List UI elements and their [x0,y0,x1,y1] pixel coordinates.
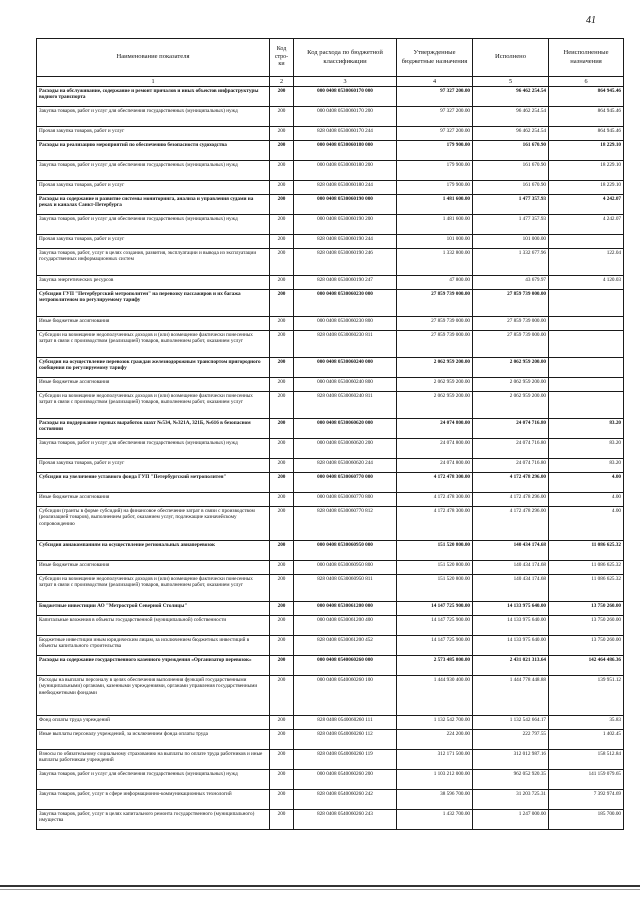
row-unexecuted-amount: 185 700.00 [549,810,624,830]
row-line-code: 200 [270,750,294,770]
row-name: Прочая закупка товаров, работ и услуг [37,181,270,195]
table-row [37,195,624,215]
row-classification-code: 828 0408 0530060190 244 [294,235,397,249]
row-name: Иные бюджетные ассигнования [37,378,270,392]
row-name: Иные бюджетные ассигнования [37,561,270,575]
row-executed-amount: 96 462 254.54 [473,87,549,107]
row-classification-code: 828 0408 0530060620 244 [294,459,397,473]
row-approved-amount: 151 520 800.00 [397,561,473,575]
table-row [37,716,624,730]
row-approved-amount: 151 520 800.00 [397,575,473,602]
row-unexecuted-amount: 4 242.07 [549,195,624,215]
row-executed-amount: 27 859 739 000.00 [473,331,549,358]
row-executed-amount: 2 062 959 200.00 [473,378,549,392]
row-classification-code: 000 0408 0530061200 400 [294,616,397,636]
row-line-code: 200 [270,161,294,181]
row-name: Прочая закупка товаров, работ и услуг [37,235,270,249]
row-name: Иные выплаты персоналу учреждений, за исключением фонда оплаты труда [37,730,270,750]
row-name: Закупка товаров, работ и услуг для обеспечения государственных (муниципальных) нужд [37,161,270,181]
table-row [37,392,624,419]
row-line-code: 200 [270,575,294,602]
table-row [37,561,624,575]
column-number: 3 [294,77,397,87]
row-classification-code: 828 0408 0530060190 246 [294,249,397,276]
table-row [37,507,624,541]
row-line-code: 200 [270,616,294,636]
table-row [37,331,624,358]
row-approved-amount: 14 147 725 900.00 [397,636,473,656]
row-name: Субсидия на увеличение уставного фонда ГУП "Петербургский метрополитен" [37,473,270,493]
row-classification-code: 000 0408 0530060180 200 [294,161,397,181]
table-row [37,459,624,473]
row-classification-code: 000 0408 0530060230 800 [294,317,397,331]
row-name: Иные бюджетные ассигнования [37,493,270,507]
row-classification-code: 000 0408 0530060950 800 [294,561,397,575]
table-row [37,87,624,107]
row-executed-amount: 1 477 357.93 [473,195,549,215]
row-approved-amount: 24 074 800.00 [397,439,473,459]
row-executed-amount: 2 062 959 200.00 [473,392,549,419]
row-name: Расходы на содержание государственного казенного учреждения «Организатор перевозок» [37,656,270,676]
row-line-code: 200 [270,439,294,459]
row-approved-amount: 151 520 800.00 [397,541,473,561]
row-classification-code: 000 0408 0530060240 000 [294,358,397,378]
row-approved-amount: 1 481 600.00 [397,215,473,235]
table-row [37,750,624,770]
row-classification-code: 000 0408 0530060240 800 [294,378,397,392]
row-classification-code: 828 0408 0540060260 242 [294,790,397,810]
table-row [37,790,624,810]
row-classification-code: 000 0408 0530061200 000 [294,602,397,616]
row-line-code: 200 [270,195,294,215]
row-classification-code: 828 0408 0540060260 119 [294,750,397,770]
row-line-code: 200 [270,541,294,561]
row-approved-amount: 312 171 500.00 [397,750,473,770]
row-approved-amount: 24 074 800.00 [397,459,473,473]
row-line-code: 200 [270,810,294,830]
row-classification-code: 000 0408 0530060230 000 [294,290,397,317]
row-line-code: 200 [270,602,294,616]
column-number-row [37,77,624,87]
row-name: Расходы на выплаты персоналу в целях обеспечения выполнения функций государственными (муниципальными) органами, казенными учреждениями, органами управления государственными внебюджетными фондами [37,676,270,716]
row-classification-code: 000 0408 0540060260 000 [294,656,397,676]
row-classification-code: 000 0408 0530060180 000 [294,141,397,161]
row-name: Закупка энергетических ресурсов [37,276,270,290]
table-row [37,235,624,249]
row-classification-code: 828 0408 0530060770 812 [294,507,397,541]
row-name: Субсидии на возмещение недополученных доходов и (или) возмещение фактически понесенных затрат в связи с производством (реализацией) товаров, выполнением работ, оказанием услуг [37,331,270,358]
row-unexecuted-amount [549,317,624,331]
row-unexecuted-amount: 141 159 079.65 [549,770,624,790]
row-line-code: 200 [270,331,294,358]
row-executed-amount: 101 000.00 [473,235,549,249]
row-name: Прочая закупка товаров, работ и услуг [37,127,270,141]
row-classification-code: 000 0408 0530060170 000 [294,87,397,107]
budget-execution-table [36,38,624,830]
row-classification-code: 828 0408 0530060190 247 [294,276,397,290]
row-approved-amount: 2 573 485 800.00 [397,656,473,676]
row-unexecuted-amount: 11 086 625.32 [549,541,624,561]
column-number: 5 [473,77,549,87]
row-executed-amount: 140 434 174.68 [473,561,549,575]
row-name: Прочая закупка товаров, работ и услуг [37,459,270,473]
row-line-code: 200 [270,507,294,541]
row-unexecuted-amount: 4 242.07 [549,215,624,235]
column-number: 6 [549,77,624,87]
table-row [37,541,624,561]
row-name: Закупка товаров, работ, услуг в целях капитального ремонта государственного (муниципального) имущества [37,810,270,830]
row-approved-amount: 1 444 930 400.00 [397,676,473,716]
row-classification-code: 828 0408 0530060180 244 [294,181,397,195]
table-row [37,602,624,616]
scan-edge-line [0,889,640,890]
table-row [37,656,624,676]
row-unexecuted-amount: 1 402.45 [549,730,624,750]
row-classification-code: 828 0408 0530060230 811 [294,331,397,358]
row-unexecuted-amount: 4.00 [549,507,624,541]
row-name: Бюджетные инвестиции иным юридическим лицам, за исключением бюджетных инвестиций в объекты капитального строительства [37,636,270,656]
row-executed-amount: 14 133 975 640.00 [473,602,549,616]
row-executed-amount: 31 203 725.31 [473,790,549,810]
row-name: Фонд оплаты труда учреждений [37,716,270,730]
row-approved-amount: 224 200.00 [397,730,473,750]
row-line-code: 200 [270,215,294,235]
row-unexecuted-amount: 13 750 260.00 [549,602,624,616]
row-name: Субсидия на осуществление перевозок граждан железнодорожным транспортом пригородного сообщения по регулируемому тарифу [37,358,270,378]
row-approved-amount: 2 062 959 200.00 [397,358,473,378]
row-classification-code: 000 0408 0530060620 200 [294,439,397,459]
row-approved-amount: 179 900.00 [397,161,473,181]
table-row [37,770,624,790]
row-name: Закупка товаров, работ и услуг для обеспечения государственных (муниципальных) нужд [37,770,270,790]
header-approved: Утвержденные бюджетные назначения [397,39,473,77]
row-unexecuted-amount [549,392,624,419]
column-number: 2 [270,77,294,87]
header-executed: Исполнено [473,39,549,77]
row-executed-amount: 27 859 739 000.00 [473,290,549,317]
row-line-code: 200 [270,561,294,575]
row-unexecuted-amount: 13 750 260.00 [549,636,624,656]
table-row [37,276,624,290]
table-row [37,473,624,493]
row-executed-amount: 96 462 254.54 [473,107,549,127]
row-approved-amount: 179 900.00 [397,181,473,195]
row-classification-code: 000 0408 0540060260 100 [294,676,397,716]
row-line-code: 200 [270,358,294,378]
row-executed-amount: 27 859 739 000.00 [473,317,549,331]
column-number: 4 [397,77,473,87]
row-unexecuted-amount: 83.20 [549,459,624,473]
row-executed-amount: 43 679.97 [473,276,549,290]
column-number: 1 [37,77,270,87]
row-classification-code: 828 0408 0540060260 112 [294,730,397,750]
row-classification-code: 828 0408 0530060240 811 [294,392,397,419]
row-line-code: 200 [270,181,294,195]
row-name: Иные бюджетные ассигнования [37,317,270,331]
row-unexecuted-amount: 83.20 [549,439,624,459]
row-classification-code: 828 0408 0540060260 243 [294,810,397,830]
row-approved-amount: 14 147 725 900.00 [397,602,473,616]
table-row [37,161,624,181]
row-approved-amount: 47 800.00 [397,276,473,290]
row-approved-amount: 2 062 959 200.00 [397,378,473,392]
row-line-code: 200 [270,127,294,141]
row-unexecuted-amount: 4.00 [549,493,624,507]
table-row [37,215,624,235]
row-unexecuted-amount: 864 945.46 [549,87,624,107]
row-approved-amount: 24 074 800.00 [397,419,473,439]
row-line-code: 200 [270,141,294,161]
table-row [37,676,624,716]
row-approved-amount: 97 327 200.00 [397,107,473,127]
table-row [37,493,624,507]
row-approved-amount: 27 859 739 000.00 [397,331,473,358]
row-unexecuted-amount: 4.00 [549,473,624,493]
row-executed-amount: 24 074 716.80 [473,419,549,439]
row-executed-amount: 1 444 778 448.88 [473,676,549,716]
row-executed-amount: 14 133 975 640.00 [473,636,549,656]
row-executed-amount: 161 670.90 [473,161,549,181]
row-approved-amount: 4 172 478 300.00 [397,507,473,541]
row-name: Закупка товаров, работ и услуг для обеспечения государственных (муниципальных) нужд [37,439,270,459]
row-line-code: 200 [270,235,294,249]
row-unexecuted-amount: 18 229.10 [549,141,624,161]
row-line-code: 200 [270,770,294,790]
row-unexecuted-amount: 158 512.84 [549,750,624,770]
row-line-code: 200 [270,378,294,392]
row-executed-amount: 14 133 975 640.00 [473,616,549,636]
row-executed-amount: 962 052 920.35 [473,770,549,790]
row-name: Взносы по обязательному социальному страхованию на выплаты по оплате труда работников и иные выплаты работникам учреждений [37,750,270,770]
row-classification-code: 000 0408 0530060770 800 [294,493,397,507]
row-name: Расходы на содержание и развитие системы мониторинга, анализа и управления судами на реках и каналах Санкт-Петербурга [37,195,270,215]
row-approved-amount: 101 000.00 [397,235,473,249]
row-name: Расходы на обслуживание, содержание и ремонт причалов и иных объектов инфраструктуры водного транспорта [37,87,270,107]
row-approved-amount: 27 859 739 000.00 [397,317,473,331]
row-line-code: 200 [270,676,294,716]
row-classification-code: 000 0408 0530060190 000 [294,195,397,215]
row-line-code: 200 [270,493,294,507]
row-line-code: 200 [270,459,294,473]
row-unexecuted-amount [549,290,624,317]
row-name: Закупка товаров, работ, услуг в целях создания, развития, эксплуатации и вывода из эксплуатации государственных информационных систем [37,249,270,276]
row-unexecuted-amount: 11 086 625.32 [549,575,624,602]
table-row [37,636,624,656]
row-unexecuted-amount: 864 945.46 [549,127,624,141]
row-name: Субсидии на возмещение недополученных доходов и (или) возмещение фактически понесенных затрат в связи с производством (реализацией) товаров, выполнением работ, оказанием услуг [37,392,270,419]
row-name: Субсидия ГУП "Петербургский метрополитен" на перевозку пассажиров и их багажа метрополитеном по регулируемому тарифу [37,290,270,317]
page-number: 41 [586,15,596,26]
row-name: Закупка товаров, работ и услуг для обеспечения государственных (муниципальных) нужд [37,107,270,127]
row-approved-amount: 4 172 478 300.00 [397,493,473,507]
row-approved-amount: 1 481 600.00 [397,195,473,215]
row-name: Расходы на поддержание горных выработок шахт №534, №321А, 321Б, №616 в безопасном состоянии [37,419,270,439]
row-line-code: 200 [270,636,294,656]
row-line-code: 200 [270,107,294,127]
row-classification-code: 828 0408 0530060950 811 [294,575,397,602]
table-row [37,378,624,392]
table-row [37,249,624,276]
row-name: Субсидии (гранты в форме субсидий) на финансовое обеспечение затрат в связи с производством (реализацией товаров), выполнением работ, оказанием услуг, подлежащие казначейскому сопровождению [37,507,270,541]
table-row [37,181,624,195]
row-unexecuted-amount: 35.83 [549,716,624,730]
row-executed-amount: 1 132 542 664.17 [473,716,549,730]
row-unexecuted-amount [549,378,624,392]
row-unexecuted-amount: 864 945.46 [549,107,624,127]
row-unexecuted-amount [549,235,624,249]
row-executed-amount: 96 462 254.54 [473,127,549,141]
row-line-code: 200 [270,790,294,810]
row-executed-amount: 222 797.55 [473,730,549,750]
row-executed-amount: 140 434 174.68 [473,575,549,602]
header-name: Наименование показателя [37,39,270,77]
row-approved-amount: 97 327 200.00 [397,87,473,107]
row-classification-code: 000 0408 0530060770 000 [294,473,397,493]
table-header-row [37,39,624,77]
row-approved-amount: 27 859 739 000.00 [397,290,473,317]
row-name: Субсидия авиакомпаниям на осуществление региональных авиаперевозок [37,541,270,561]
row-line-code: 200 [270,249,294,276]
row-unexecuted-amount: 122.04 [549,249,624,276]
row-unexecuted-amount: 18 229.10 [549,161,624,181]
row-name: Расходы на реализацию мероприятий по обеспечению безопасности судоходства [37,141,270,161]
row-approved-amount: 179 900.00 [397,141,473,161]
table-row [37,810,624,830]
row-classification-code: 000 0408 0530060170 200 [294,107,397,127]
row-line-code: 200 [270,716,294,730]
row-unexecuted-amount: 7 392 974.69 [549,790,624,810]
row-unexecuted-amount: 13 750 260.00 [549,616,624,636]
row-approved-amount: 1 432 700.00 [397,810,473,830]
row-classification-code: 000 0408 0530060620 000 [294,419,397,439]
scan-edge-line [0,885,640,887]
row-unexecuted-amount: 18 229.10 [549,181,624,195]
row-unexecuted-amount: 4 120.03 [549,276,624,290]
row-executed-amount: 161 670.90 [473,141,549,161]
row-name: Бюджетные инвестиции АО "Метрострой Северной Столицы" [37,602,270,616]
row-line-code: 200 [270,392,294,419]
row-classification-code: 000 0408 0530060190 200 [294,215,397,235]
row-executed-amount: 24 074 716.80 [473,439,549,459]
table-row [37,575,624,602]
row-executed-amount: 24 074 716.80 [473,459,549,473]
row-executed-amount: 1 477 357.93 [473,215,549,235]
table-row [37,141,624,161]
row-line-code: 200 [270,290,294,317]
row-classification-code: 828 0408 0530061200 452 [294,636,397,656]
row-line-code: 200 [270,87,294,107]
row-executed-amount: 312 012 987.16 [473,750,549,770]
row-unexecuted-amount: 139 951.12 [549,676,624,716]
row-unexecuted-amount: 142 464 486.36 [549,656,624,676]
row-line-code: 200 [270,730,294,750]
row-name: Субсидии на возмещение недополученных доходов и (или) возмещение фактически понесенных затрат в связи с производством (реализацией) товаров, выполнением работ, оказанием услуг [37,575,270,602]
row-approved-amount: 14 147 725 900.00 [397,616,473,636]
row-executed-amount: 161 670.90 [473,181,549,195]
row-line-code: 200 [270,419,294,439]
table-row [37,616,624,636]
row-approved-amount: 1 332 800.00 [397,249,473,276]
row-approved-amount: 4 172 478 300.00 [397,473,473,493]
row-line-code: 200 [270,656,294,676]
row-line-code: 200 [270,276,294,290]
row-name: Капитальные вложения в объекты государственной (муниципальной) собственности [37,616,270,636]
row-approved-amount: 1 132 542 700.00 [397,716,473,730]
row-approved-amount: 38 596 700.00 [397,790,473,810]
row-executed-amount: 2 431 021 313.64 [473,656,549,676]
row-line-code: 200 [270,317,294,331]
row-classification-code: 000 0408 0530060950 000 [294,541,397,561]
row-executed-amount: 140 434 174.68 [473,541,549,561]
row-name: Закупка товаров, работ и услуг для обеспечения государственных (муниципальных) нужд [37,215,270,235]
row-classification-code: 000 0408 0540060260 200 [294,770,397,790]
row-line-code: 200 [270,473,294,493]
table-row [37,419,624,439]
row-name: Закупка товаров, работ, услуг в сфере информационно-коммуникационных технологий [37,790,270,810]
table-row [37,358,624,378]
table-row [37,290,624,317]
table-body [37,87,624,830]
row-unexecuted-amount: 83.20 [549,419,624,439]
row-classification-code: 828 0408 0540060260 111 [294,716,397,730]
row-classification-code: 828 0408 0530060170 244 [294,127,397,141]
table-row [37,107,624,127]
row-executed-amount: 4 172 478 296.00 [473,493,549,507]
row-unexecuted-amount [549,358,624,378]
table-row [37,730,624,750]
row-executed-amount: 1 332 677.96 [473,249,549,276]
header-unexecuted: Неисполненные назначения [549,39,624,77]
table-row [37,127,624,141]
row-executed-amount: 2 062 959 200.00 [473,358,549,378]
table-row [37,439,624,459]
row-approved-amount: 2 062 959 200.00 [397,392,473,419]
row-unexecuted-amount: 11 086 625.32 [549,561,624,575]
table-row [37,317,624,331]
header-classification: Код расхода по бюджетной классификации [294,39,397,77]
row-unexecuted-amount [549,331,624,358]
row-approved-amount: 1 103 212 000.00 [397,770,473,790]
row-executed-amount: 4 172 478 296.00 [473,507,549,541]
header-line-code: Код стро-ки [270,39,294,77]
row-approved-amount: 97 327 200.00 [397,127,473,141]
row-executed-amount: 1 247 000.00 [473,810,549,830]
row-executed-amount: 4 172 478 296.00 [473,473,549,493]
